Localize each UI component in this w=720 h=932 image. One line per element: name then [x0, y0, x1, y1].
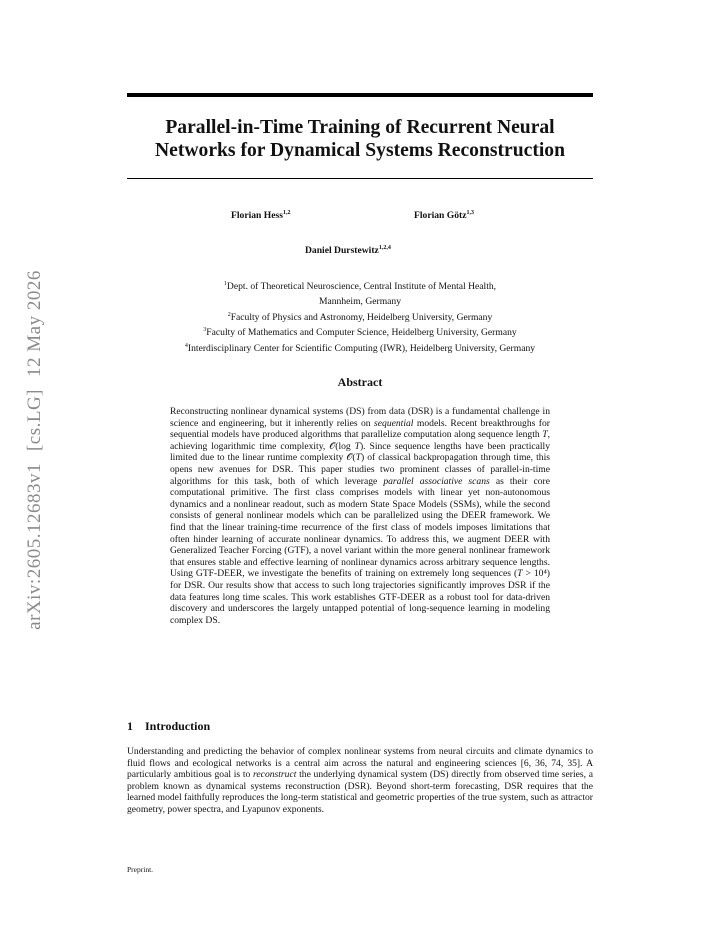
author-name: Florian Götz	[414, 210, 467, 222]
title-line-2: Networks for Dynamical Systems Reconstruction	[155, 140, 565, 161]
introduction-paragraph: Understanding and predicting the behavior of complex nonlinear systems from neural circuits and climate dynamics to fluid flows and ecological networks is a central aim across the natural and engineering sciences [6, 36, 74, 35]. A particularly ambitious goal is to reconstruct the underlying dynamical system (DS) directly from observed time series, a problem known as dynamical systems reconstruction (DSR). Beyond short-term forecasting, DSR requires that the learned model faithfully reproduces the long-term statistical and geometric properties of the true system, such as attractor geometry, power spectra, and Lyapunov exponents.	[127, 746, 593, 815]
title-top-rule	[127, 93, 593, 97]
author-1	[231, 210, 290, 221]
author-affil-marks: 1,3	[466, 210, 474, 216]
section-number: 1	[127, 719, 133, 733]
affiliations	[110, 278, 610, 355]
arxiv-category: [cs.LG]	[24, 388, 45, 452]
arxiv-date: 12 May 2026	[24, 270, 45, 377]
author-name: Florian Hess	[231, 210, 283, 222]
affiliation-line: $^1$Dept. of Theoretical Neuroscience, Central Institute of Mental Health,	[223, 281, 497, 293]
affiliation-line: $^4$Interdisciplinary Center for Scientific Computing (IWR), Heidelberg University, Germany	[184, 342, 536, 354]
author-3	[305, 245, 391, 256]
affiliation-line: $^2$Faculty of Physics and Astronomy, Heidelberg University, Germany	[227, 311, 493, 323]
title-line-1: Parallel-in-Time Training of Recurrent Neural	[165, 117, 555, 138]
section-title: Introduction	[145, 719, 211, 733]
arxiv-sidebar-stamp	[24, 270, 46, 630]
abstract-body: Reconstructing nonlinear dynamical systems (DS) from data (DSR) is a fundamental challenge in science and engineering, but it inherently relies on sequential models. Recent breakthroughs for sequential models have produced algorithms that parallelize computation along sequence length T, achieving logarithmic time complexity, 𝒪(log T). Since sequence lengths have been practically limited due to the linear runtime complexity 𝒪(T) of classical backpropagation through time, this opens new avenues for DSR. This paper studies two prominent classes of parallel-in-time algorithms for this task, both of which leverage parallel associative scans as their core computational primitive. The first class comprises models with linear yet non-autonomous dynamics and a nonlinear readout, such as modern State Space Models (SSMs), while the second consists of general nonlinear models which can be parallelized using the DEER framework. We find that the linear training-time recurrence of the first class of models imposes limitations that often hinder learning of accurate nonlinear dynamics. To address this, we augment DEER with Generalized Teacher Forcing (GTF), a novel variant within the more general nonlinear framework that ensures stable and effective learning of nonlinear dynamics across arbitrary sequence lengths. Using GTF-DEER, we investigate the benefits of training on extremely long sequences (T > 10⁴) for DSR. Our results show that access to such long trajectories significantly improves DSR if the data features long time scales. This work establishes GTF-DEER as a robust tool for data-driven discovery and underscores the largely untapped potential of long-sequence learning in modeling complex DS.	[170, 406, 551, 626]
arxiv-id: arXiv:2605.12683v1	[24, 463, 45, 630]
author-affil-marks: 1,2	[282, 210, 291, 216]
footer-preprint: Preprint.	[127, 865, 154, 874]
title-bottom-rule	[127, 178, 593, 179]
affiliation-line: Mannheim, Germany	[318, 296, 402, 308]
section-heading-introduction	[127, 719, 210, 734]
author-affil-marks: 1,2,4	[378, 245, 391, 251]
affiliation-line: $^3$Faculty of Mathematics and Computer Science, Heidelberg University, Germany	[203, 327, 517, 339]
author-2	[414, 210, 474, 221]
abstract-heading: Abstract	[337, 375, 383, 389]
paper-title	[127, 116, 593, 162]
author-name: Daniel Durstewitz	[305, 245, 379, 257]
